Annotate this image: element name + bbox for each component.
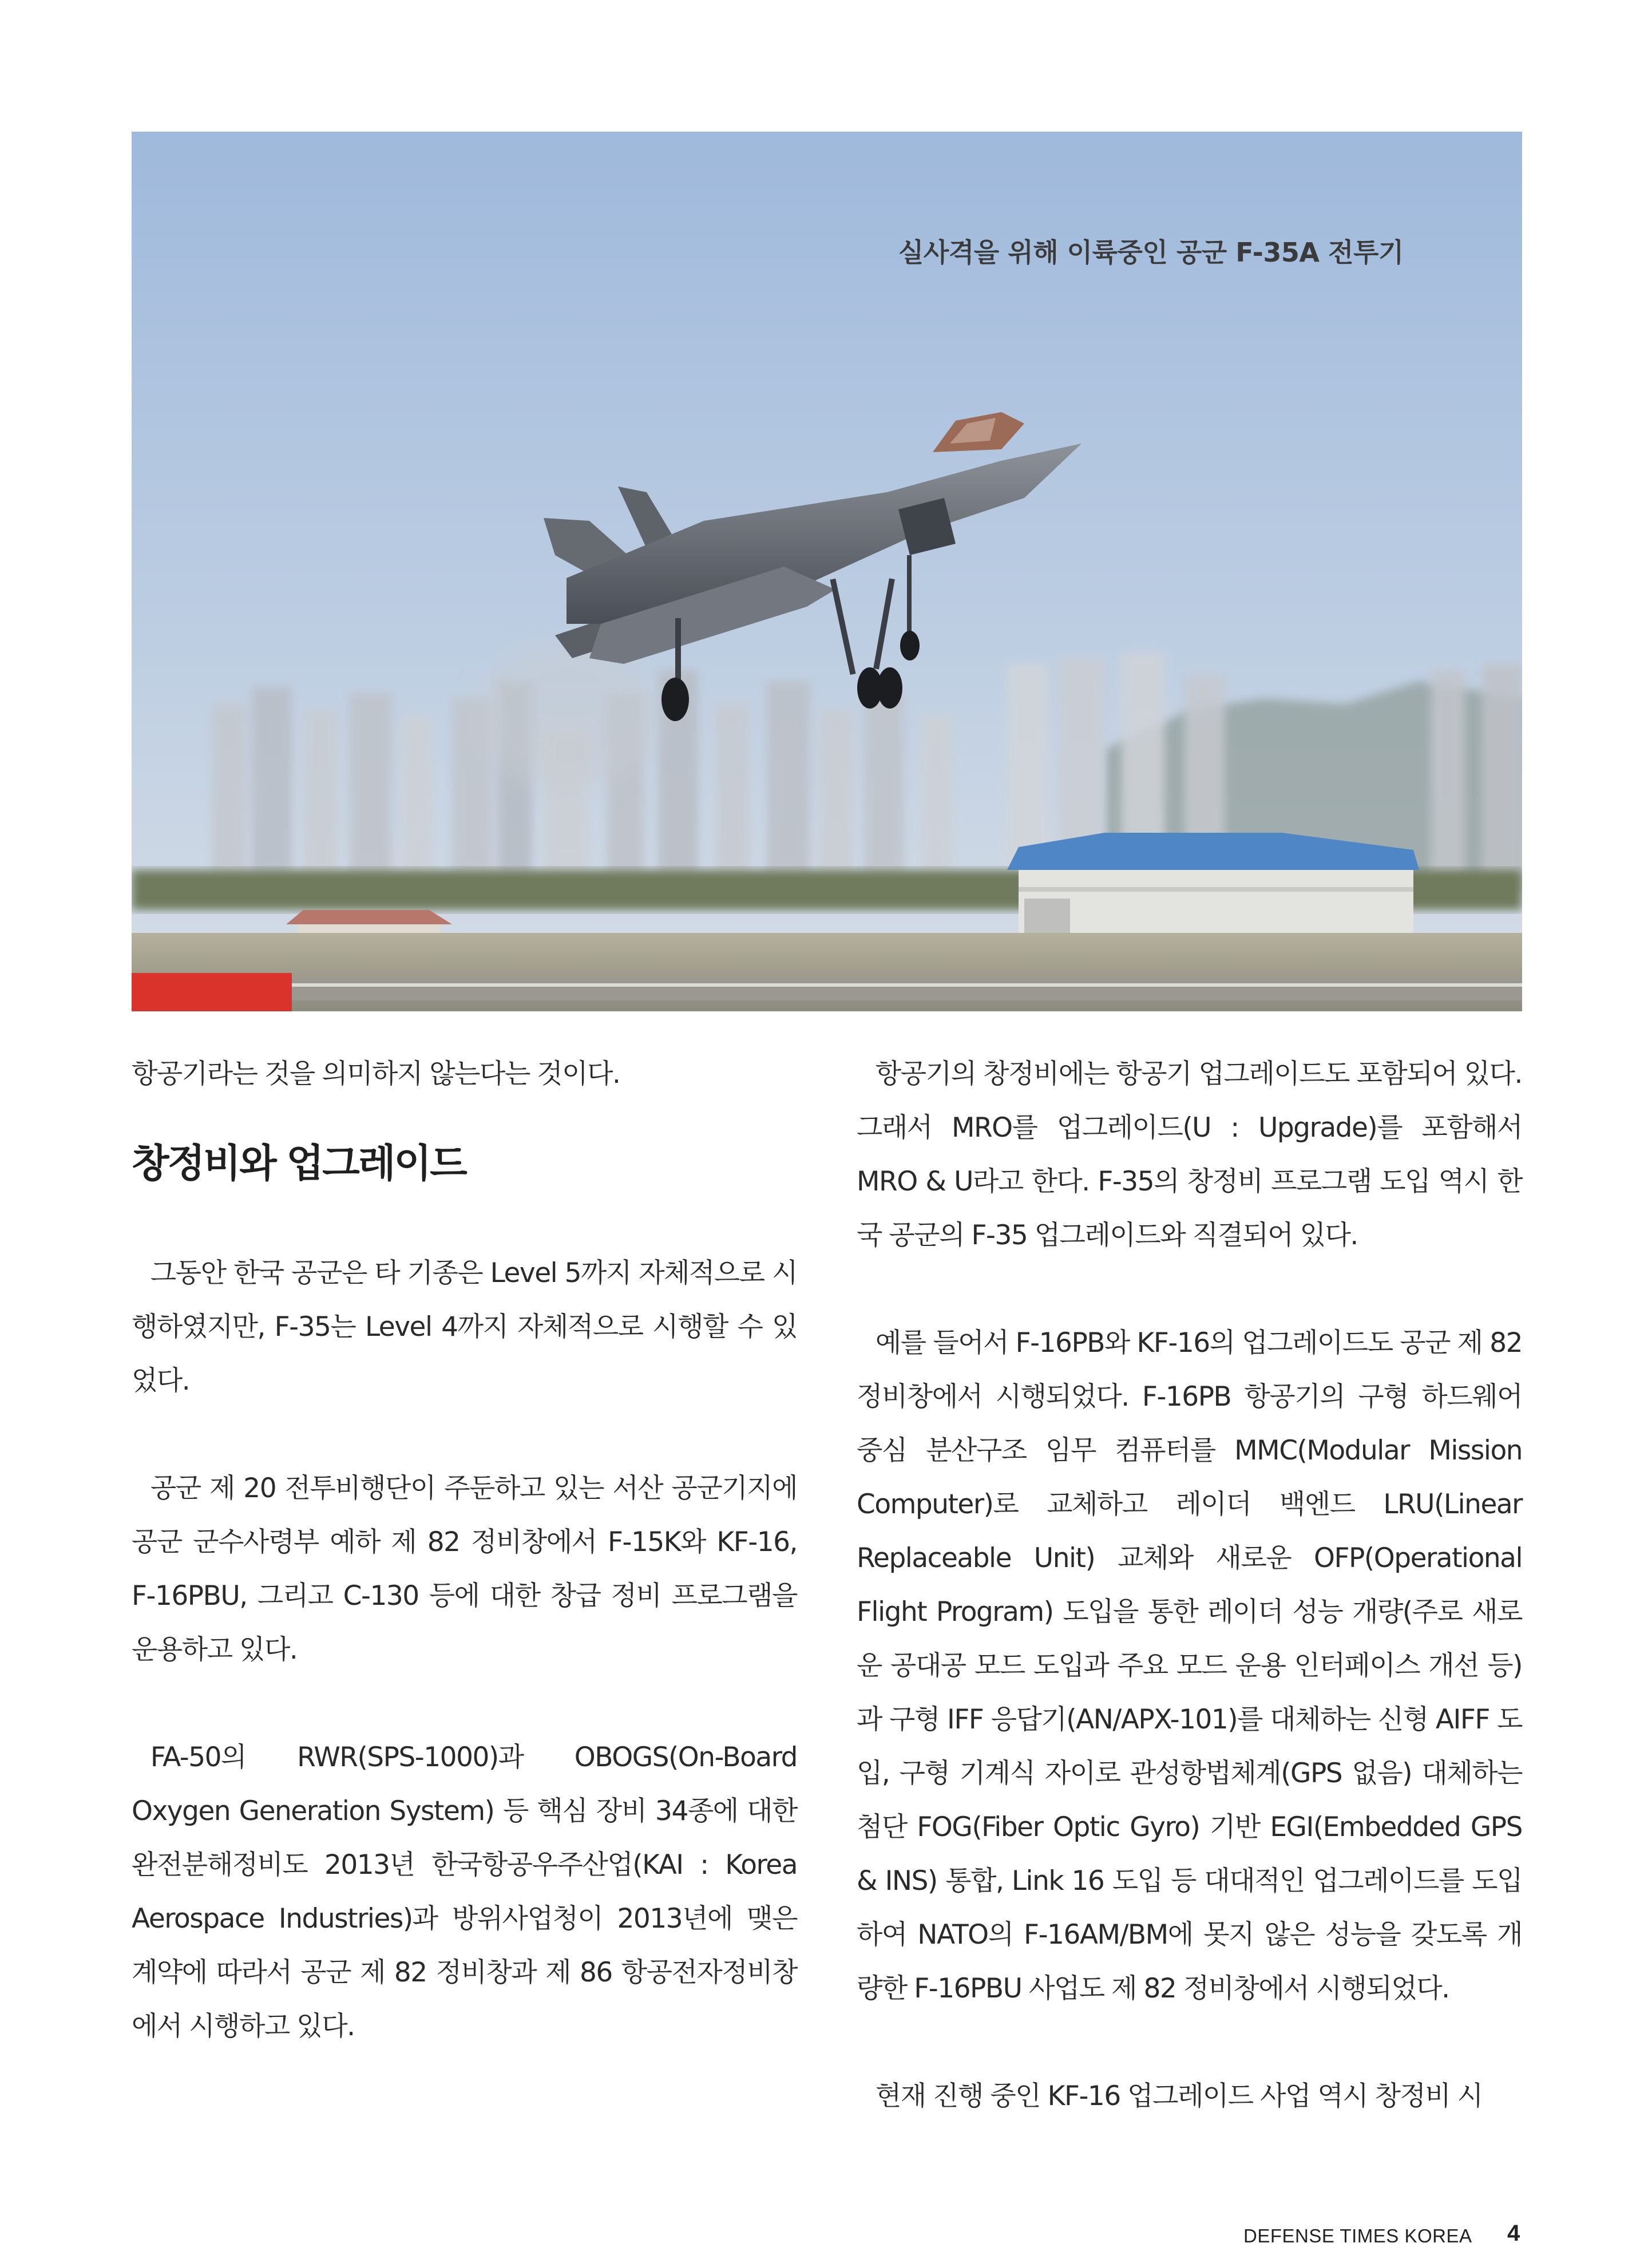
section-heading: 창정비와 업그레이드 (132, 1141, 466, 1186)
hangar (1007, 833, 1419, 939)
paragraph: 예를 들어서 F-16PB와 KF-16의 업그레이드도 공군 제 82 정비창에서 시행되었다. F-16PB 항공기의 구형 하드웨어 중심 분산구조 임무 컴퓨터를 MMC(Modular Mission Computer)로 교체하고 레이더 백엔드 LRU(Linear Replaceable Unit) 교체와 새로운 OFP(Operational Flight Program) 도입을 통한 레이더 성능 개량(주로 새로운 공대공 모드 도입과 주요 모드 운용 인터페이스 개선 등)과 구형 IFF 응답기(AN/APX-101)를 대체하는 신형 AIFF 도입, 구형 기계식 자이로 관성항법체계(GPS 없음) 대체하는 첨단 FOG(Fiber Optic Gyro) 기반 EGI(Embedded GPS & INS) 통합, Link 16 도입 등 대대적인 업그레이드를 도입하여 NATO의 F-16AM/BM에 못지 않은 성능을 갖도록 개량한 F-16PBU 사업도 제 82 정비창에서 시행되었다. (857, 1327, 1522, 2004)
paragraph: 그동안 한국 공군은 타 기종은 Level 5까지 자체적으로 시행하였지만, F-35는 Level 4까지 자체적으로 시행할 수 있었다. (132, 1257, 797, 1396)
red-marker (132, 973, 292, 1011)
page-number: 4 (1507, 2221, 1520, 2246)
photo-caption: 실사격을 위해 이륙중인 공군 F-35A 전투기 (898, 237, 1404, 268)
right-column (857, 1047, 1522, 2123)
publication-name: DEFENSE TIMES KOREA (1243, 2225, 1472, 2246)
paragraph: 공군 제 20 전투비행단이 주둔하고 있는 서산 공군기지에 공군 군수사령부 예하 제 82 정비창에서 F-15K와 KF-16, F-16PBU, 그리고 C-130 등에 대한 창급 정비 프로그램을 운용하고 있다. (132, 1473, 797, 1665)
paragraph-continuation: 항공기라는 것을 의미하지 않는다는 것이다. (132, 1058, 620, 1090)
runway-stripe (132, 983, 1522, 987)
paragraph: 현재 진행 중인 KF-16 업그레이드 사업 역시 창정비 시 (875, 2080, 1483, 2112)
paragraph: 항공기의 창정비에는 항공기 업그레이드도 포함되어 있다. 그래서 MRO를 업그레이드(U : Upgrade)를 포함해서 MRO & U라고 한다. F-35의 창정비 프로그램 도입 역시 한국 공군의 F-35 업그레이드와 직결되어 있다. (857, 1058, 1522, 1251)
exhaust-haze (475, 641, 658, 790)
runway (132, 978, 1522, 1000)
left-column (132, 1047, 797, 2054)
paragraph: FA-50의 RWR(SPS-1000)과 OBOGS(On-Board Oxygen Generation System) 등 핵심 장비 34종에 대한 완전분해정비도 2013년 한국항공우주산업(KAI : Korea Aerospace Industries)과 방위사업청이 2013년에 맺은 계약에 따라서 공군 제 82 정비창과 제 86 항공전자정비창에서 시행하고 있다. (132, 1742, 797, 2042)
